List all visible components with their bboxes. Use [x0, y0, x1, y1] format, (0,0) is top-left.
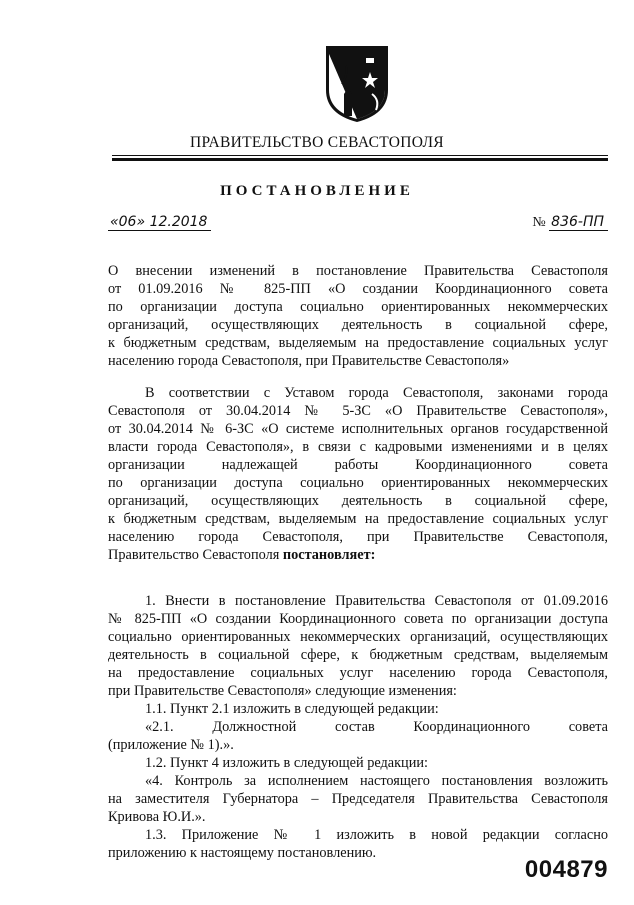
- body-line: Кривова Ю.И.».: [108, 809, 206, 825]
- coat-of-arms-emblem: [322, 44, 392, 124]
- body-line: на заместителя Губернатора – Председателя Правительства Севастополя: [108, 791, 608, 807]
- preamble-line: организации надлежащей работы Координационного совета: [108, 457, 608, 473]
- body-line: 1.2. Пункт 4 изложить в следующей редакции:: [145, 755, 428, 771]
- body-line: «2.1. Должностной состав Координационного совета: [145, 719, 608, 735]
- body-line: (приложение № 1).».: [108, 737, 234, 753]
- body-line: 1. Внести в постановление Правительства Севастополя от 01.09.2016: [145, 593, 608, 609]
- body-line: социально ориентированных некоммерческих организаций, осуществляющих: [108, 629, 608, 645]
- preamble-line: населению города Севастополя, при Правительстве Севастополя,: [108, 529, 608, 545]
- document-number: № 836-ПП: [532, 214, 608, 231]
- preamble-line: власти города Севастополя», в связи с кадровыми изменениями и в целях: [108, 439, 608, 455]
- body-line: № 825-ПП «О создании Координационного совета по организации доступа: [108, 611, 608, 627]
- document-type: ПОСТАНОВЛЕНИЕ: [220, 183, 414, 199]
- title-line: О внесении изменений в постановление Правительства Севастополя: [108, 263, 608, 279]
- header-rule-thick: [112, 158, 608, 161]
- preamble-line: к бюджетным средствам, выделяемым на предоставление социальных услуг: [108, 511, 608, 527]
- title-line: от 01.09.2016 № 825-ПП «О создании Координационного совета: [108, 281, 608, 297]
- preamble-line: от 30.04.2014 № 6-ЗС «О системе исполнительных органов государственной: [108, 421, 608, 437]
- title-line: к бюджетным средствам, выделяемым на предоставление социальных услуг: [108, 335, 608, 351]
- body-line: «4. Контроль за исполнением настоящего постановления возложить: [145, 773, 608, 789]
- government-name: ПРАВИТЕЛЬСТВО СЕВАСТОПОЛЯ: [190, 134, 444, 151]
- serial-number: 004879: [524, 856, 608, 883]
- body-line: приложению к настоящему постановлению.: [108, 845, 377, 861]
- title-line: населению города Севастополя, при Правительстве Севастополя»: [108, 353, 510, 369]
- preamble-line: В соответствии с Уставом города Севастополя, законами города: [145, 385, 608, 401]
- preamble-last-line: Правительство Севастополя постановляет:: [108, 547, 376, 563]
- header-rule-thin: [112, 155, 608, 156]
- title-line: по организации доступа социально ориентированных некоммерческих: [108, 299, 608, 315]
- body-line: 1.3. Приложение № 1 изложить в новой редакции согласно: [145, 827, 608, 843]
- preamble-line: по организации доступа социально ориентированных некоммерческих: [108, 475, 608, 491]
- number-handwritten: 836-ПП: [549, 214, 608, 231]
- document-date: [108, 214, 211, 231]
- resolves-word: постановляет:: [282, 547, 376, 563]
- preamble-line: организаций, осуществляющих деятельность в социальной сфере,: [108, 493, 608, 509]
- date-handwritten: «06» 12.2018: [108, 214, 211, 231]
- title-line: организаций, осуществляющих деятельность в социальной сфере,: [108, 317, 608, 333]
- preamble-line: Севастополя от 30.04.2014 № 5-ЗС «О Правительстве Севастополя»,: [108, 403, 608, 419]
- body-line: при Правительстве Севастополя» следующие изменения:: [108, 683, 457, 699]
- body-line: на предоставление социальных услуг населению города Севастополя,: [108, 665, 608, 681]
- body-line: 1.1. Пункт 2.1 изложить в следующей редакции:: [145, 701, 439, 717]
- body-line: деятельность в социальной сфере, к бюджетным средствам, выделяемым: [108, 647, 608, 663]
